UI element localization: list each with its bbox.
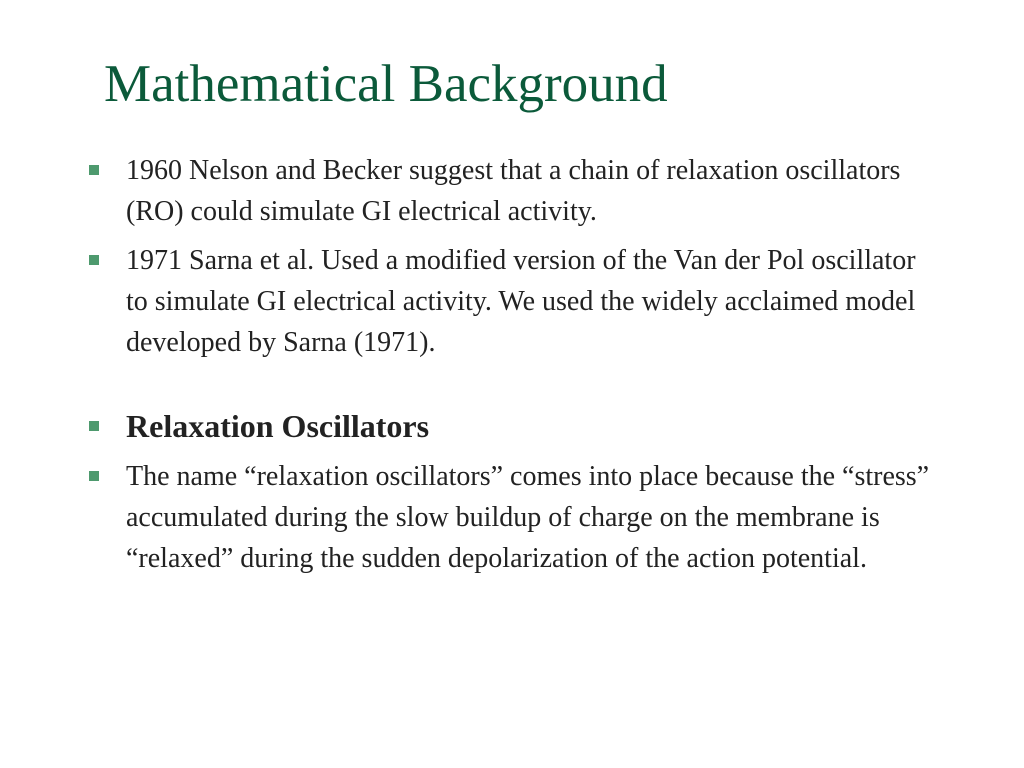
bullet-item [86,150,936,232]
bullet-text: 1971 Sarna et al. Used a modified version of the Van der Pol oscillator to simulate GI electrical activity. We used the widely acclaimed model developed by Sarna (1971). [126,245,916,358]
bullet-list [86,150,936,579]
bullet-text: 1960 Nelson and Becker suggest that a chain of relaxation oscillators (RO) could simulate GI electrical activity. [126,155,901,227]
slide-title: Mathematical Background [104,55,668,113]
square-bullet-icon [89,255,99,265]
bullet-heading [86,403,936,449]
square-bullet-icon [89,421,99,431]
bullet-text: The name “relaxation oscillators” comes into place because the “stress” accumulated during the slow buildup of charge on the membrane is “relaxed” during the sudden depolarization of the action potential. [126,461,930,574]
bullet-heading-text: Relaxation Oscillators [126,408,430,444]
square-bullet-icon [89,471,99,481]
square-bullet-icon [89,165,99,175]
bullet-item [86,456,936,579]
bullet-item [86,240,936,363]
